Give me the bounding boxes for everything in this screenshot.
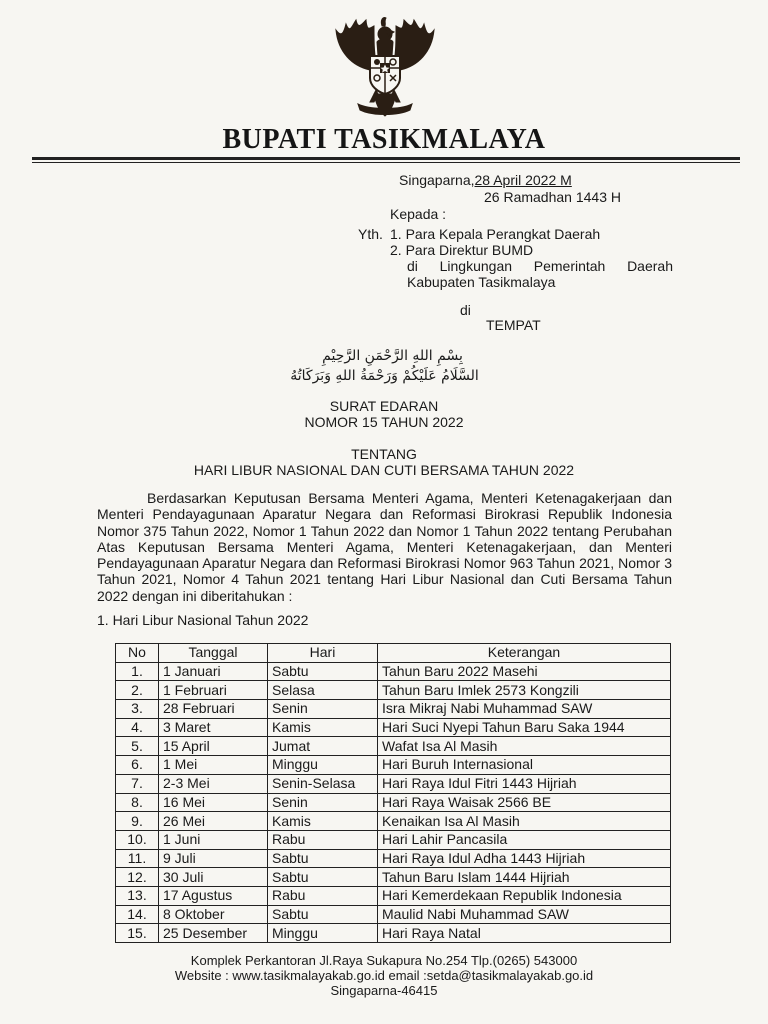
date-line	[399, 172, 572, 189]
basmala-text: بِسْمِ اللهِ الرَّحْمَنِ الرَّحِيْمِ	[322, 348, 463, 364]
table-row	[116, 681, 671, 700]
table-header-row	[116, 644, 671, 663]
table-row	[116, 718, 671, 737]
cell-tanggal: 30 Juli	[159, 868, 268, 887]
letter-number: NOMOR 15 TAHUN 2022	[304, 414, 464, 430]
cell-no: 15.	[116, 924, 159, 943]
holiday-table	[115, 643, 671, 943]
cell-tanggal: 26 Mei	[159, 812, 268, 831]
cell-no: 2.	[116, 681, 159, 700]
recipient-tempat: TEMPAT	[486, 317, 541, 333]
cell-no: 10.	[116, 830, 159, 849]
cell-hari: Kamis	[268, 718, 378, 737]
cell-keterangan: Hari Raya Natal	[378, 924, 671, 943]
table-row	[116, 700, 671, 719]
cell-no: 8.	[116, 793, 159, 812]
header-hari: Hari	[268, 644, 378, 663]
cell-no: 3.	[116, 700, 159, 719]
cell-no: 13.	[116, 886, 159, 905]
cell-hari: Sabtu	[268, 849, 378, 868]
recipient-yth: Yth.	[358, 226, 383, 242]
cell-keterangan: Hari Raya Idul Fitri 1443 Hijriah	[378, 774, 671, 793]
cell-keterangan: Wafat Isa Al Masih	[378, 737, 671, 756]
cell-keterangan: Hari Buruh Internasional	[378, 756, 671, 775]
letterhead-rule-thick	[32, 157, 740, 160]
cell-hari: Sabtu	[268, 868, 378, 887]
recipient-line-4: Kabupaten Tasikmalaya	[407, 274, 556, 290]
letter-type: SURAT EDARAN	[329, 398, 439, 414]
letter-subject: HARI LIBUR NASIONAL DAN CUTI BERSAMA TAHUN 2022	[193, 462, 575, 478]
date-hijri: 26 Ramadhan 1443 H	[484, 189, 621, 205]
cell-hari: Sabtu	[268, 905, 378, 924]
cell-tanggal: 1 Januari	[159, 662, 268, 681]
cell-tanggal: 1 Februari	[159, 681, 268, 700]
cell-hari: Jumat	[268, 737, 378, 756]
cell-no: 9.	[116, 812, 159, 831]
cell-hari: Senin	[268, 700, 378, 719]
cell-hari: Kamis	[268, 812, 378, 831]
cell-hari: Senin	[268, 793, 378, 812]
footer-address: Komplek Perkantoran Jl.Raya Sukapura No.254 Tlp.(0265) 543000	[190, 953, 578, 968]
cell-tanggal: 1 Juni	[159, 830, 268, 849]
recipient-item-2: 2. Para Direktur BUMD	[390, 242, 534, 258]
cell-hari: Senin-Selasa	[268, 774, 378, 793]
cell-tanggal: 8 Oktober	[159, 905, 268, 924]
cell-keterangan: Hari Suci Nyepi Tahun Baru Saka 1944	[378, 718, 671, 737]
cell-hari: Rabu	[268, 886, 378, 905]
cell-tanggal: 28 Februari	[159, 700, 268, 719]
header-no: No	[116, 644, 159, 663]
cell-keterangan: Kenaikan Isa Al Masih	[378, 812, 671, 831]
cell-hari: Selasa	[268, 681, 378, 700]
cell-no: 6.	[116, 756, 159, 775]
cell-keterangan: Tahun Baru Imlek 2573 Kongzili	[378, 681, 671, 700]
date-gregorian: 28 April 2022 M	[474, 172, 572, 188]
recipient-line-3: di Lingkungan Pemerintah Daerah	[407, 258, 673, 274]
footer-city: Singaparna-46415	[330, 983, 438, 998]
cell-hari: Sabtu	[268, 662, 378, 681]
garuda-emblem-icon	[330, 12, 440, 124]
table-row	[116, 812, 671, 831]
body-paragraph-text: Berdasarkan Keputusan Bersama Menteri Agama, Menteri Ketenagakerjaan dan Menteri Pendayagunaan Aparatur Negara dan Reformasi Birokrasi Republik Indonesia Nomor 375 Tahun 2022, Nomor 1 Tahun 2022 dan Nomor 1 Tahun 2022 tentang Perubahan Atas Keputusan Bersama Menteri Agama, Menteri Ketenagakerjaan, dan Menteri Pendayagunaan Aparatur Negara dan Reformasi Birokrasi Nomor 963 Tahun 2021, Nomor 3 Tahun 2021, Nomor 4 Tahun 2021 tentang Hari Libur Nasional dan Cuti Bersama Tahun 2022 dengan ini diberitahukan :	[97, 490, 672, 604]
table-row	[116, 905, 671, 924]
letterhead-rule-thin	[32, 162, 740, 163]
cell-keterangan: Isra Mikraj Nabi Muhammad SAW	[378, 700, 671, 719]
cell-keterangan: Hari Lahir Pancasila	[378, 830, 671, 849]
table-row	[116, 830, 671, 849]
recipient-di: di	[460, 302, 471, 318]
cell-tanggal: 16 Mei	[159, 793, 268, 812]
cell-keterangan: Hari Kemerdekaan Republik Indonesia	[378, 886, 671, 905]
cell-keterangan: Maulid Nabi Muhammad SAW	[378, 905, 671, 924]
table-row	[116, 737, 671, 756]
cell-tanggal: 3 Maret	[159, 718, 268, 737]
cell-keterangan: Hari Raya Idul Adha 1443 Hijriah	[378, 849, 671, 868]
date-place: Singaparna,	[399, 172, 475, 188]
cell-hari: Rabu	[268, 830, 378, 849]
cell-tanggal: 1 Mei	[159, 756, 268, 775]
cell-hari: Minggu	[268, 924, 378, 943]
cell-tanggal: 9 Juli	[159, 849, 268, 868]
body-paragraph	[97, 490, 672, 604]
header-keterangan: Keterangan	[378, 644, 671, 663]
letter-about: TENTANG	[351, 446, 417, 462]
cell-hari: Minggu	[268, 756, 378, 775]
cell-no: 1.	[116, 662, 159, 681]
table-row	[116, 774, 671, 793]
table-row	[116, 886, 671, 905]
table-row	[116, 756, 671, 775]
cell-no: 14.	[116, 905, 159, 924]
salam-text: السَّلَامُ عَلَيْكُمْ وَرَحْمَةُ اللهِ وَبَرَكَاتُهُ	[290, 368, 479, 384]
letterhead-title: BUPATI TASIKMALAYA	[222, 124, 546, 155]
cell-tanggal: 15 April	[159, 737, 268, 756]
cell-no: 7.	[116, 774, 159, 793]
table-row	[116, 924, 671, 943]
recipient-kepada: Kepada :	[390, 206, 447, 222]
footer-website: Website : www.tasikmalayakab.go.id email :setda@tasikmalayakab.go.id	[174, 968, 594, 983]
recipient-item-1: 1. Para Kepala Perangkat Daerah	[390, 226, 601, 242]
cell-no: 12.	[116, 868, 159, 887]
cell-keterangan: Hari Raya Waisak 2566 BE	[378, 793, 671, 812]
section-1-title: 1. Hari Libur Nasional Tahun 2022	[97, 612, 309, 628]
cell-tanggal: 25 Desember	[159, 924, 268, 943]
table-row	[116, 868, 671, 887]
table-row	[116, 849, 671, 868]
header-tanggal: Tanggal	[159, 644, 268, 663]
cell-tanggal: 17 Agustus	[159, 886, 268, 905]
cell-keterangan: Tahun Baru 2022 Masehi	[378, 662, 671, 681]
cell-no: 5.	[116, 737, 159, 756]
cell-no: 4.	[116, 718, 159, 737]
table-row	[116, 793, 671, 812]
cell-tanggal: 2-3 Mei	[159, 774, 268, 793]
cell-keterangan: Tahun Baru Islam 1444 Hijriah	[378, 868, 671, 887]
table-row	[116, 662, 671, 681]
cell-no: 11.	[116, 849, 159, 868]
